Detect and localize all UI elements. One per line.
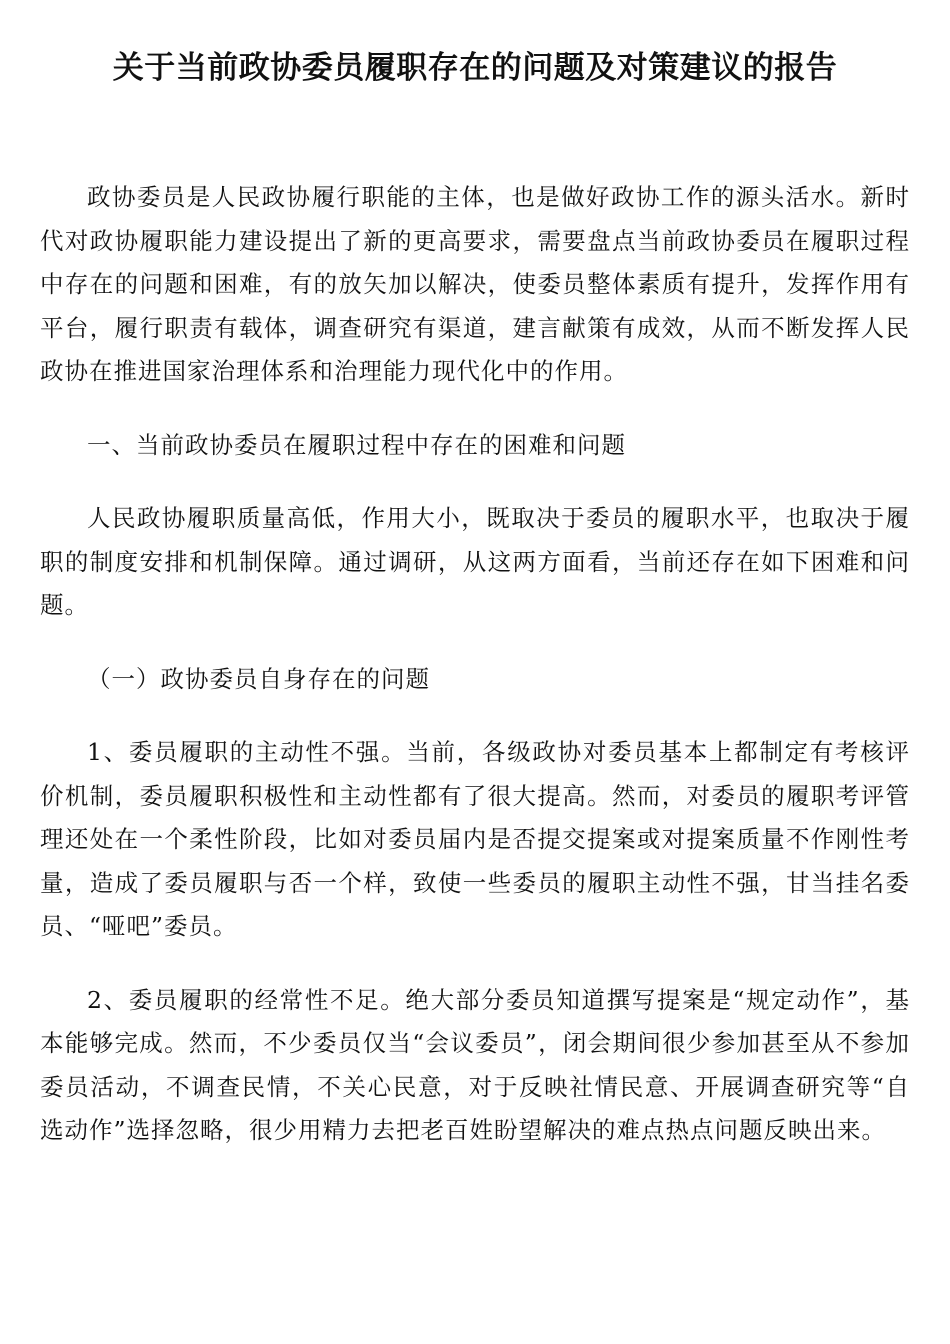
document-title: 关于当前政协委员履职存在的问题及对策建议的报告 <box>112 50 838 86</box>
document-body <box>40 176 910 1153</box>
section-1-paragraph: 人民政协履职质量高低，作用大小，既取决于委员的履职水平，也取决于履职的制度安排和机制保障。通过调研，从这两方面看，当前还存在如下困难和问题。 <box>40 504 910 619</box>
section-heading-1: 一、当前政协委员在履职过程中存在的困难和问题 <box>87 430 626 459</box>
intro-paragraph: 政协委员是人民政协履行职能的主体，也是做好政协工作的源头活水。新时代对政协履职能力建设提出了新的更高要求，需要盘点当前政协委员在履职过程中存在的问题和困难，有的放矢加以解决，使委员整体素质有提升，发挥作用有平台，履行职责有载体，调查研究有渠道，建言献策有成效，从而不断发挥人民政协在推进国家治理体系和治理能力现代化中的作用。 <box>40 183 910 385</box>
item-1-paragraph: 1、委员履职的主动性不强。当前，各级政协对委员基本上都制定有考核评价机制，委员履职积极性和主动性都有了很大提高。然而，对委员的履职考评管理还处在一个柔性阶段，比如对委员届内是否提交提案或对提案质量不作刚性考量，造成了委员履职与否一个样，致使一些委员的履职主动性不强，甘当挂名委员、“哑吧”委员。 <box>40 738 910 940</box>
subsection-heading-1: （一）政协委员自身存在的问题 <box>87 664 430 693</box>
item-2-paragraph: 2、委员履职的经常性不足。绝大部分委员知道撰写提案是“规定动作”，基本能够完成。然而，不少委员仅当“会议委员”，闭会期间很少参加甚至从不参加委员活动，不调查民情，不关心民意，对于反映社情民意、开展调查研究等“自选动作”选择忽略，很少用精力去把老百姓盼望解决的难点热点问题反映出来。 <box>40 985 910 1144</box>
